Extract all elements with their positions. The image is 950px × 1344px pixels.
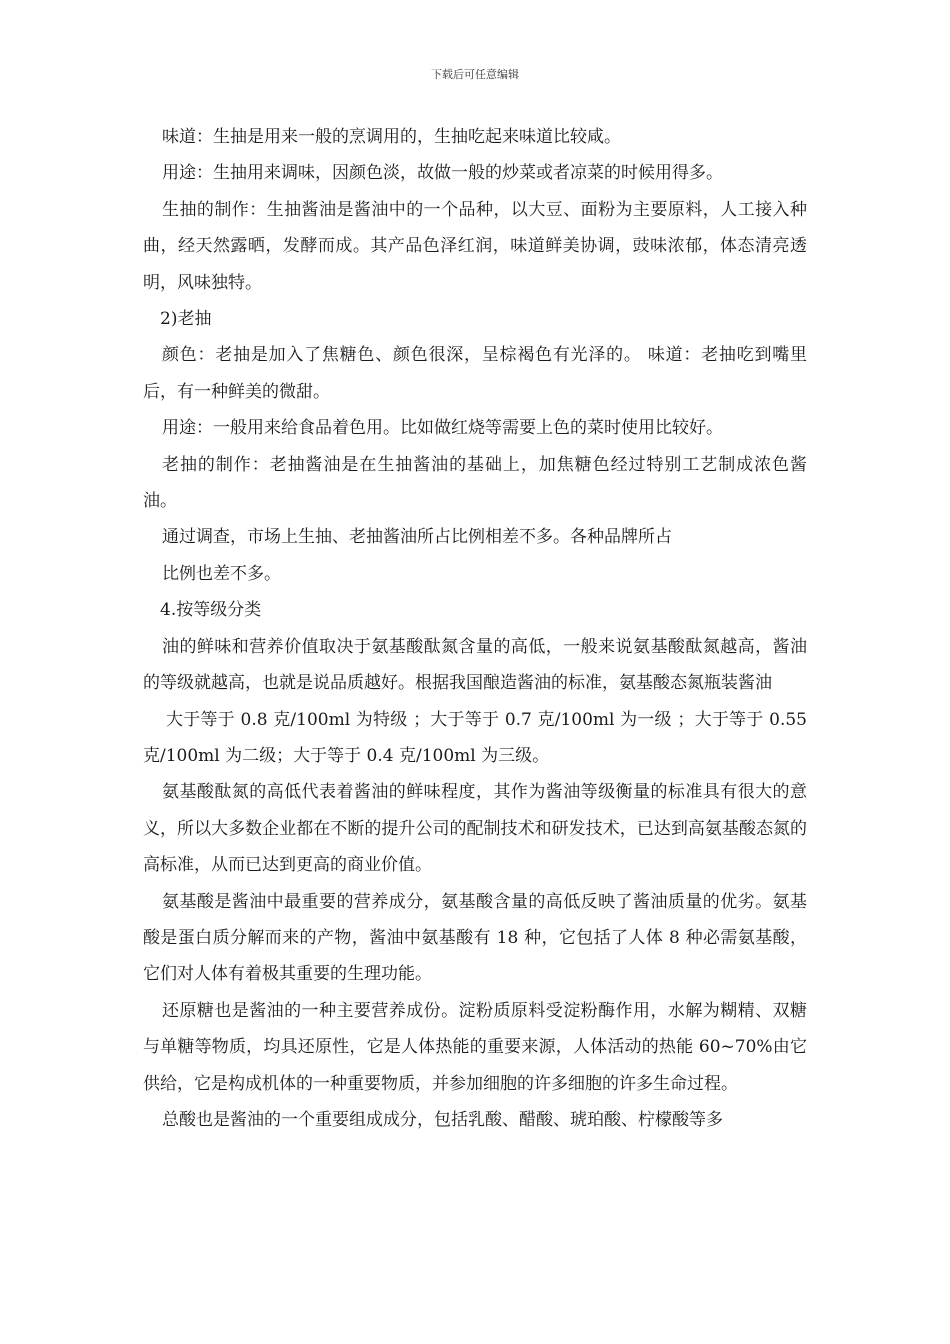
paragraph-survey: 通过调查，市场上生抽、老抽酱油所占比例相差不多。各种品牌所占 — [162, 527, 672, 548]
paragraph-taste-light-soy: 味道：生抽是用来一般的烹调用的，生抽吃起来味道比较咸。 — [162, 127, 621, 147]
paragraph-reducing-sugar: 还原糖也是酱油的一种主要营养成份。淀粉质原料受淀粉酶作用，水解为糊精、双糖与单糖等物质，均具还原性，它是人体热能的重要来源，人体活动的热能 60~70%由它供给，它是构成机体的一种重要物质，并参加细胞的许多细胞的许多生命过程。 — [143, 1000, 807, 1094]
paragraph-total-acid: 总酸也是酱油的一个重要组成成分，包括乳酸、醋酸、琥珀酸、柠檬酸等多 — [162, 1109, 723, 1130]
paragraph-amino-significance: 氨基酸酞氮的高低代表着酱油的鲜味程度，其作为酱油等级衡量的标准具有很大的意义，所以大多数企业都在不断的提升公司的配制技术和研发技术，已达到高氨基酸态氮的高标准，从而已达到更高的商业价值。 — [143, 782, 807, 876]
paragraph-survey-cont: 比例也差不多。 — [162, 563, 281, 584]
paragraph-color-dark-soy: 颜色：老抽是加入了焦糖色、颜色很深，呈棕褐色有光泽的。 味道：老抽吃到嘴里后，有一种鲜美的微甜。 — [143, 345, 807, 402]
paragraph-usage-light-soy: 用途：生抽用来调味，因颜色淡，故做一般的炒菜或者凉菜的时候用得多。 — [162, 163, 723, 184]
paragraph-making-light-soy: 生抽的制作：生抽酱油是酱油中的一个品种，以大豆、面粉为主要原料，人工接入种曲，经天然露晒，发酵而成。其产品色泽红润，味道鲜美协调，豉味浓郁，体态清亮透明，风味独特。 — [143, 199, 807, 293]
page-header: 下载后可任意编辑 — [431, 68, 519, 81]
section-heading-dark-soy: 2)老抽 — [160, 309, 212, 330]
paragraph-amino-nitrogen: 油的鲜味和营养价值取决于氨基酸酞氮含量的高低，一般来说氨基酸酞氮越高，酱油的等级就越高，也就是说品质越好。根据我国酿造酱油的标准，氨基酸态氮瓶装酱油 — [143, 636, 807, 694]
paragraph-usage-dark-soy: 用途：一般用来给食品着色用。比如做红烧等需要上色的菜时使用比较好。 — [162, 418, 723, 439]
paragraph-making-dark-soy: 老抽的制作：老抽酱油是在生抽酱油的基础上，加焦糖色经过特别工艺制成浓色酱油。 — [143, 454, 807, 512]
document-body — [143, 119, 807, 1138]
paragraph-grade-standards: 大于等于 0.8 克/100ml 为特级 ；大于等于 0.7 克/100ml 为一级 ；大于等于 0.55 克/100ml 为二级；大于等于 0.4 克/100ml 为三级。 — [143, 709, 807, 766]
paragraph-amino-nutrition: 氨基酸是酱油中最重要的营养成分，氨基酸含量的高低反映了酱油质量的优劣。氨基酸是蛋白质分解而来的产物，酱油中氨基酸有 18 种，它包括了人体 8 种必需氨基酸，它们对人体有着极其重要的生理功能。 — [143, 891, 807, 985]
section-heading-grade: 4.按等级分类 — [160, 600, 262, 621]
